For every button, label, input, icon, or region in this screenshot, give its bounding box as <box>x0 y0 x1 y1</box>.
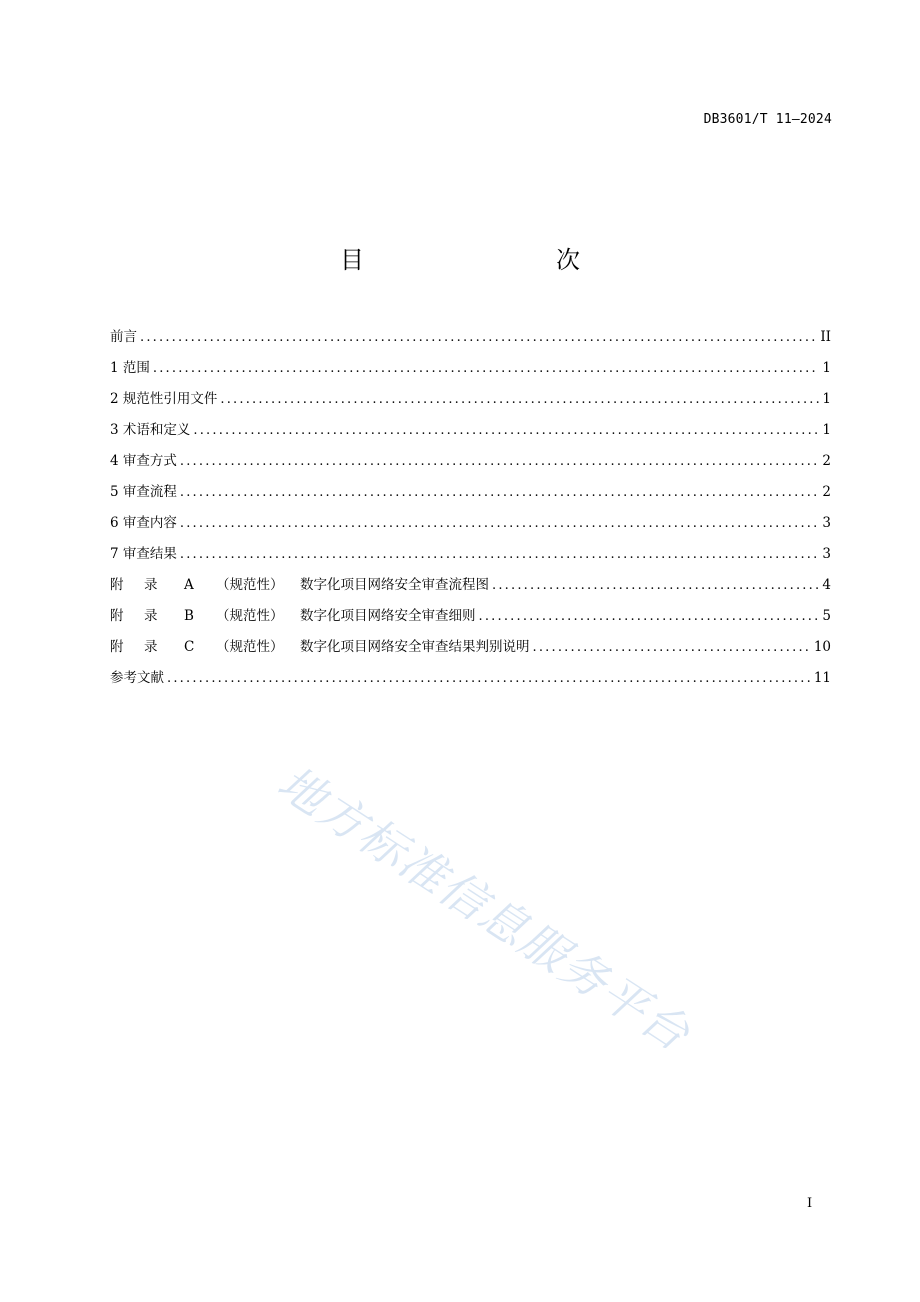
toc-item-foreword[interactable] <box>110 325 831 356</box>
toc-item-normative-references[interactable] <box>110 387 831 418</box>
toc-item-page: 11 <box>813 670 831 686</box>
toc-item-page: 4 <box>822 577 831 593</box>
toc-dot-leader <box>193 423 819 438</box>
toc-item-label: 1 范围 <box>110 360 150 376</box>
annex-word-fu: 附 <box>110 577 124 593</box>
toc-dot-leader <box>167 671 811 686</box>
toc-item-page: 3 <box>822 546 831 562</box>
page-title: 目 次 <box>340 246 628 274</box>
toc-item-annex-b[interactable] <box>110 604 831 635</box>
toc-item-label: 4 审查方式 <box>110 453 177 469</box>
annex-letter: B <box>184 608 194 624</box>
toc-item-annex-a[interactable] <box>110 573 831 604</box>
toc-item-annex-c[interactable] <box>110 635 831 666</box>
toc-dot-leader <box>533 640 811 655</box>
toc-item-label: 参考文献 <box>110 670 164 686</box>
toc-dot-leader <box>220 392 819 407</box>
toc-dot-leader <box>180 454 820 469</box>
toc-item-label: 2 规范性引用文件 <box>110 391 218 407</box>
toc-item-page: 10 <box>813 639 831 655</box>
toc-item-label <box>110 635 530 655</box>
annex-word-lu: 录 <box>144 608 158 624</box>
toc-dot-leader <box>492 578 819 593</box>
toc-dot-leader <box>180 516 820 531</box>
toc-dot-leader <box>180 547 820 562</box>
page-number: I <box>807 1196 813 1211</box>
document-code: DB3601/T 11—2024 <box>703 112 832 127</box>
toc-item-terms-definitions[interactable] <box>110 418 831 449</box>
toc-item-page: 1 <box>822 422 831 438</box>
toc-item-label: 6 审查内容 <box>110 515 177 531</box>
toc-item-review-process[interactable] <box>110 480 831 511</box>
toc-dot-leader <box>140 330 817 345</box>
annex-letter: A <box>184 577 194 593</box>
toc-item-label: 7 审查结果 <box>110 546 177 562</box>
toc-item-scope[interactable] <box>110 356 831 387</box>
annex-type: （规范性） <box>216 577 284 593</box>
toc-item-references[interactable] <box>110 666 831 697</box>
toc-item-page: 3 <box>822 515 831 531</box>
toc-dot-leader <box>479 609 820 624</box>
annex-word-fu: 附 <box>110 608 124 624</box>
toc-item-page: 1 <box>822 391 831 407</box>
toc-item-label: 前言 <box>110 329 137 345</box>
toc-item-page: 2 <box>822 453 831 469</box>
toc-item-label <box>110 573 489 593</box>
annex-title: 数字化项目网络安全审查结果判别说明 <box>300 639 530 655</box>
annex-title: 数字化项目网络安全审查流程图 <box>300 577 489 593</box>
toc-item-page: 2 <box>822 484 831 500</box>
annex-type: （规范性） <box>216 639 284 655</box>
annex-word-lu: 录 <box>144 639 158 655</box>
toc-item-label: 3 术语和定义 <box>110 422 191 438</box>
toc-dot-leader <box>180 485 820 500</box>
table-of-contents <box>110 325 831 697</box>
annex-word-fu: 附 <box>110 639 124 655</box>
toc-item-page: 1 <box>822 360 831 376</box>
toc-item-review-content[interactable] <box>110 511 831 542</box>
toc-item-page: II <box>820 329 831 345</box>
toc-item-label: 5 审查流程 <box>110 484 177 500</box>
annex-type: （规范性） <box>216 608 284 624</box>
toc-item-label <box>110 604 476 624</box>
watermark: 地方标准信息服务平台 <box>268 755 701 1062</box>
toc-item-review-method[interactable] <box>110 449 831 480</box>
annex-word-lu: 录 <box>144 577 158 593</box>
toc-dot-leader <box>153 361 820 376</box>
toc-item-page: 5 <box>822 608 831 624</box>
annex-title: 数字化项目网络安全审查细则 <box>300 608 476 624</box>
toc-item-review-result[interactable] <box>110 542 831 573</box>
annex-letter: C <box>184 639 195 655</box>
